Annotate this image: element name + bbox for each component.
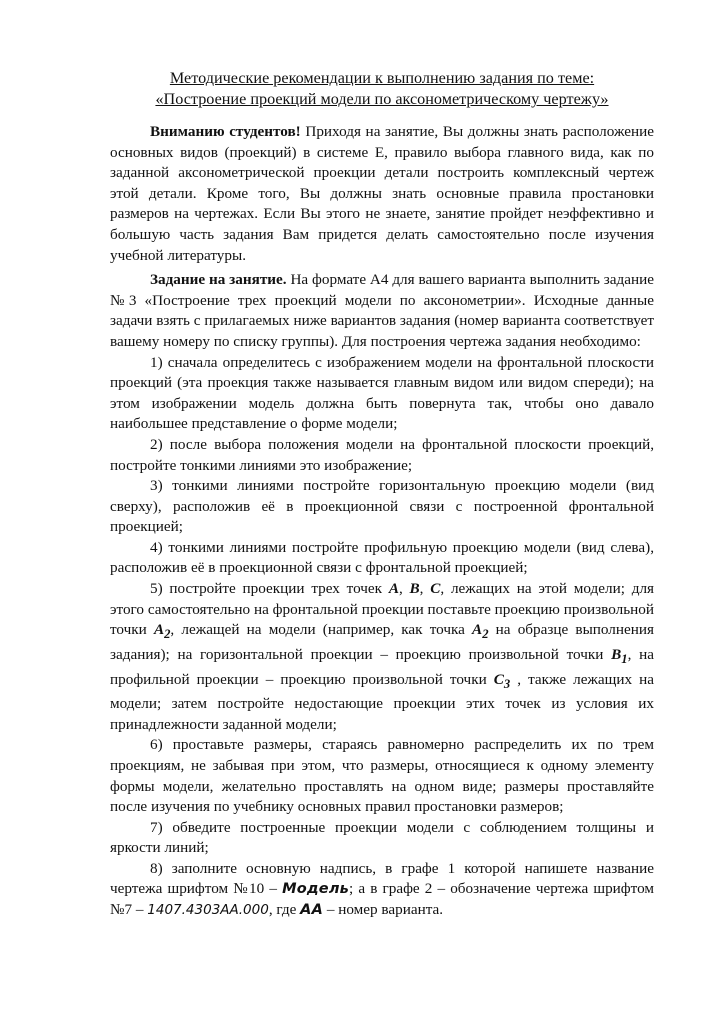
task-paragraph [110,270,654,352]
step-5-text-6: , также лежащих на модели; затем постройте недостающие проекции этих точек из условия их принадлежности заданной модели; [110,670,654,733]
step-6: 6) проставьте размеры, стараясь равномерно распределить их по трем проекциям, не забывая при этом, что размеры, относящиеся к одному элементу формы модели, желательно проставлять на одном виде; размеры проставляйте после изучения по учебнику основных правил простановки размеров; [110,736,654,816]
point-a: A [388,580,399,598]
point-c3-sub: 3 [503,676,511,691]
variant-code-sample: АА [300,902,324,919]
point-c: C [430,580,441,598]
point-a2 [153,621,171,642]
point-a2-example-sub: 2 [482,627,489,642]
step-5-text-2: , лежащих на этой модели; для этого самостоятельно на фронтальной проекции поставьте проекцию произвольной точки [110,580,655,639]
task-lead: Задание на занятие. [150,271,287,289]
step-8 [110,859,654,921]
step-5-text-5: , на профильной проекции – проекцию произвольной точки [110,645,654,688]
point-b1 [611,645,628,666]
document-title [110,68,654,110]
step-8-text-3: , где [268,901,301,919]
drawing-name-sample: Модель [282,881,350,898]
step-5-comma-2: , [419,580,431,598]
attention-paragraph [110,122,654,266]
step-4: 4) тонкими линиями постройте профильную проекцию модели (вид слева), расположив её в проекционной связи с фронтальной проекцией; [110,538,654,577]
point-c3-letter: C [493,670,504,688]
step-2: 2) после выбора положения модели на фронтальной плоскости проекций, постройте тонкими линиями это изображение; [110,435,654,474]
point-a2-example-letter: A [472,621,483,639]
step-8-text-4: – номер варианта. [323,901,444,919]
title-line-1: Методические рекомендации к выполнению задания по теме: [169,69,595,87]
document-page [110,68,654,921]
step-5-comma-1: , [398,580,410,598]
title-line-2: «Построение проекций модели по аксонометрическому чертежу» [155,90,609,108]
point-c3 [493,670,511,691]
attention-lead: Вниманию студентов! [150,123,301,140]
step-1: 1) сначала определитесь с изображением модели на фронтальной плоскости проекций (эта проекция также называется главным видом или видом спереди); на этом изображении модель должна быть повернута так, чтобы оно давало наибольшее представление о форме модели; [110,353,654,433]
step-5-text-3: , лежащей на модели (например, как точка [170,621,473,639]
step-5-text-1: 5) постройте проекции трех точек [150,580,389,598]
attention-text: Приходя на занятие, Вы должны знать расположение основных видов (проекций) в системе Е, правило выбора главного вида, как по заданной аксонометрической проекции детали построить комплексный чертеж этой детали. Кроме того, Вы должны знать основные правила простановки размеров на чертежах. Если Вы этого не знаете, занятие пройдет неэффективно и большую часть задания Вам придется делать самостоятельно после изучения учебной литературы. [110,123,654,264]
step-8-text-1: 8) заполните основную надпись, в графе 1 которой напишете название чертежа шрифтом №10 – [110,859,654,898]
step-7: 7) обведите построенные проекции модели с соблюдением толщины и яркости линий; [110,818,654,857]
step-3: 3) тонкими линиями постройте горизонтальную проекцию модели (вид сверху), расположив её в проекционной связи с построенной фронтальной проекцией; [110,477,654,536]
point-b1-letter: B [611,645,622,663]
step-8-text-2: ; а в графе 2 – обозначение чертежа шрифтом №7 – [110,880,654,919]
point-b1-sub: 1 [621,651,628,666]
point-a2-letter: A [153,621,165,639]
point-a2-sub: 2 [164,627,171,642]
task-text: На формате А4 для вашего варианта выполнить задание №3 «Построение трех проекций модели по аксонометрии». Исходные данные задачи взять с прилагаемых ниже вариантов задания (номер варианта соответствует вашему номеру по списку группы). Для построения чертежа задания необходимо: [110,271,654,350]
drawing-code-sample: 1407.4303АА.000 [147,902,269,919]
point-b: B [409,580,420,598]
point-a2-example [472,621,489,642]
step-5 [110,579,654,735]
step-5-text-4: на образце выполнения задания); на горизонтальной проекции – проекцию произвольной точки [110,621,654,663]
